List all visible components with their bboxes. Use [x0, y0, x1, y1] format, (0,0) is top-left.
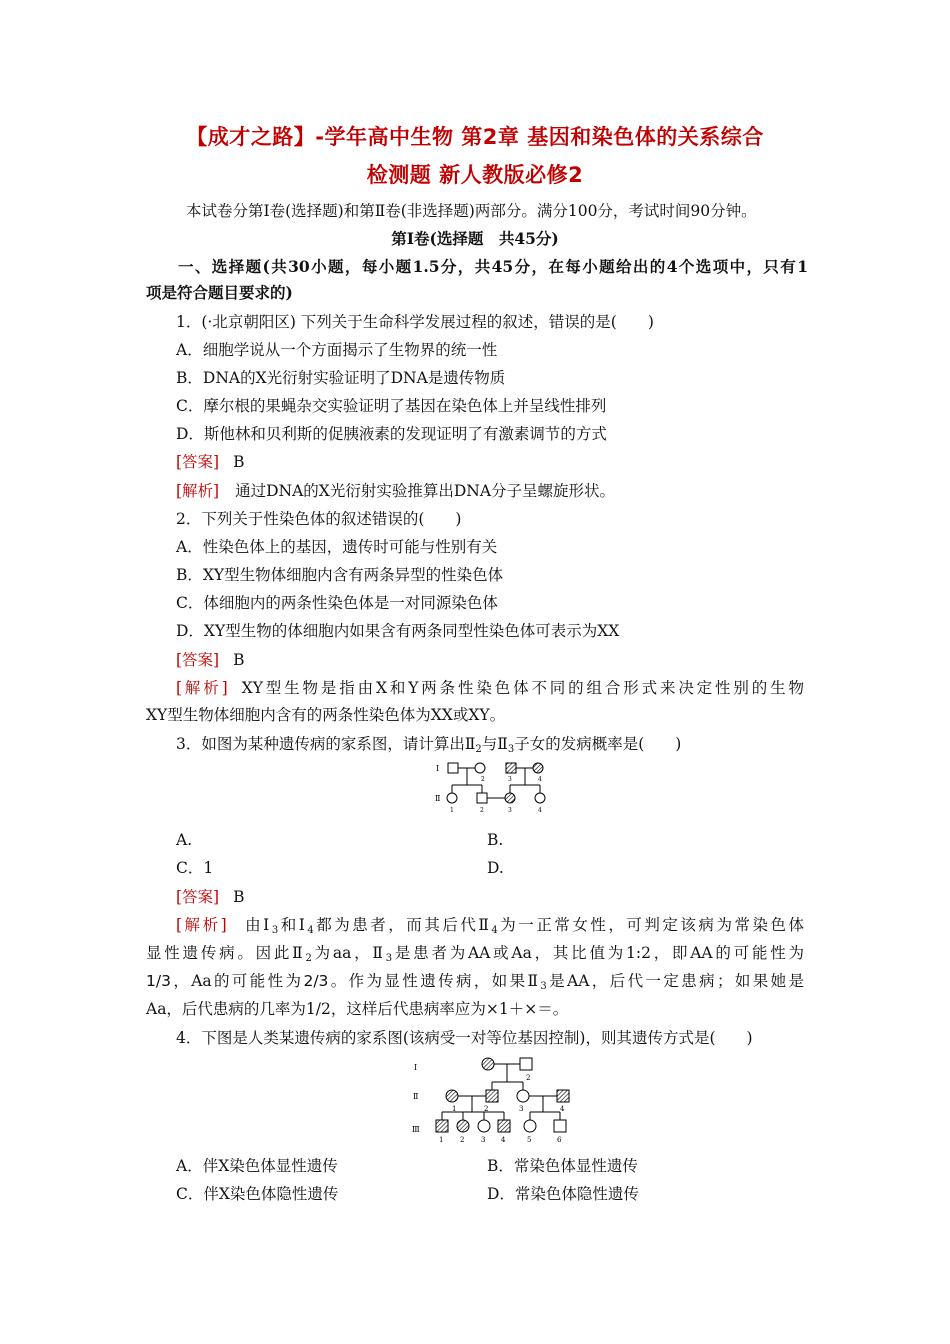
- section1-heading: 一、选择题(共30小题，每小题1.5分，共45分，在每小题给出的4个选项中，只有1: [178, 257, 808, 276]
- label-III6: 6: [557, 1136, 562, 1144]
- label-II1: 1: [452, 1105, 457, 1113]
- label-I3: 3: [508, 776, 512, 783]
- part1-heading: 第Ⅰ卷(选择题 共45分): [391, 229, 559, 248]
- label-III3: 3: [481, 1136, 486, 1144]
- label-II2: 2: [484, 1105, 489, 1113]
- q4-stem: 4．下图是人类某遗传病的家系图(该病受一对等位基因控制)，则其遗传方式是( ): [176, 1029, 753, 1047]
- male-affected-III1: [436, 1120, 448, 1132]
- female-normal-II1: [447, 793, 457, 803]
- q2-answer: [176, 649, 245, 671]
- label-II2: 2: [480, 807, 484, 814]
- q3-answer: [176, 886, 245, 908]
- q1-stem: 1．(·北京朝阳区) 下列关于生命科学发展过程的叙述，错误的是( ): [176, 313, 654, 331]
- analysis-text: 是患者为AA或Aa，其比值为1:2，即AA的可能性为: [392, 944, 804, 962]
- female-normal-III3: [478, 1120, 490, 1132]
- q2-option-b: B．XY型生物体细胞内含有两条异型的性染色体: [176, 566, 504, 584]
- answer-tag: [答案]: [176, 453, 220, 471]
- male-affected-III4: [498, 1120, 510, 1132]
- subscript: 3: [385, 953, 393, 964]
- subscript: 2: [305, 953, 312, 964]
- section1-heading-cont: 项是符合题目要求的): [146, 283, 293, 302]
- fraction-text: 1/3: [146, 972, 171, 990]
- label-II4: 4: [560, 1105, 565, 1113]
- subscript: 3: [271, 925, 279, 936]
- female-normal-II3: [517, 1090, 529, 1102]
- q1-option-a: A．细胞学说从一个方面揭示了生物界的统一性: [176, 341, 498, 359]
- q4-option-d: D．常染色体隐性遗传: [487, 1185, 639, 1203]
- label-I2: 2: [526, 1074, 531, 1082]
- q2-option-c: C．体细胞内的两条性染色体是一对同源染色体: [176, 594, 498, 612]
- male-affected-I3: [506, 763, 516, 773]
- male-affected-II4: [557, 1090, 569, 1102]
- q3-stem-part: 子女的发病概率是( ): [514, 735, 682, 753]
- answer-value: B: [233, 651, 245, 669]
- q3-analysis-line-1: [176, 914, 804, 936]
- gen-label-II: Ⅱ: [413, 1092, 419, 1101]
- male-normal-I1: [448, 763, 458, 773]
- female-normal-I2: [475, 763, 485, 773]
- male-normal-II2: [477, 793, 487, 803]
- q3-option-d: D.: [487, 859, 504, 877]
- female-affected-I1: [482, 1058, 494, 1070]
- q1-option-c: C．摩尔根的果蝇杂交实验证明了基因在染色体上并呈线性排列: [176, 397, 607, 415]
- analysis-text: 由Ⅰ: [242, 916, 272, 934]
- q1-option-d: D．斯他林和贝利斯的促胰液素的发现证明了有激素调节的方式: [176, 425, 607, 443]
- answer-value: B: [233, 453, 245, 471]
- analysis-text: 是AA，后代一定患病；如果她是: [546, 972, 805, 990]
- subscript: 4: [491, 925, 498, 936]
- label-II3: 3: [508, 807, 512, 814]
- label-III5: 5: [527, 1136, 532, 1144]
- analysis-text: XY型生物是指由X和Y两条性染色体不同的组合形式来决定性别的生物: [241, 679, 804, 697]
- analysis-tag: [解析]: [176, 679, 228, 697]
- q2-option-d: D．XY型生物的体细胞内如果含有两条同型性染色体可表示为XX: [176, 622, 620, 640]
- analysis-tag: [解析]: [176, 916, 227, 934]
- answer-tag: [答案]: [176, 651, 220, 669]
- analysis-text: 为aa，Ⅱ: [311, 944, 386, 962]
- male-normal-III6: [554, 1120, 566, 1132]
- q3-analysis-line-3: [146, 970, 804, 992]
- q3-stem-part: 与Ⅱ: [481, 735, 508, 753]
- q1-option-b: B．DNA的X光衍射实验证明了DNA是遗传物质: [176, 369, 506, 387]
- label-II1: 1: [450, 807, 454, 814]
- analysis-text: 为一正常女性，可判定该病为常染色体: [497, 916, 804, 934]
- label-III4: 4: [501, 1136, 506, 1144]
- analysis-tag: [解析]: [176, 482, 220, 500]
- male-normal-I2: [520, 1058, 532, 1070]
- subscript: 3: [507, 744, 515, 755]
- subscript: 3: [540, 981, 547, 992]
- gen-label-I: Ⅰ: [414, 1063, 418, 1072]
- subscript: 2: [475, 744, 482, 755]
- q2-stem: 2．下列关于性染色体的叙述错误的( ): [176, 510, 462, 528]
- analysis-text: 通过DNA的X光衍射实验推算出DNA分子呈螺旋形状。: [235, 482, 616, 500]
- analysis-text: 显性遗传病。因此Ⅱ: [146, 944, 306, 962]
- female-normal-II4: [535, 793, 545, 803]
- analysis-text: 和Ⅰ: [278, 916, 308, 934]
- female-affected-I4: [533, 763, 543, 773]
- label-I2: 2: [481, 776, 485, 783]
- label-I4: 4: [538, 776, 542, 783]
- title-line-1: 【成才之路】-学年高中生物 第2章 基因和染色体的关系综合: [186, 125, 764, 149]
- q2-option-a: A．性染色体上的基因，遗传时可能与性别有关: [176, 538, 498, 556]
- gen-label-III: Ⅲ: [412, 1125, 420, 1134]
- title-line-2: 检测题 新人教版必修2: [366, 163, 584, 187]
- q3-analysis-line-2: [146, 942, 804, 964]
- q4-pedigree-figure: [408, 1054, 580, 1146]
- q3-analysis-line-4: Aa，后代患病的几率为1/2，这样后代患病率应为×1＋×＝。: [146, 1000, 569, 1018]
- q3-stem: [176, 733, 681, 755]
- label-III2: 2: [460, 1136, 465, 1144]
- female-normal-III5: [524, 1120, 536, 1132]
- gen-label-I: Ⅰ: [436, 764, 440, 773]
- analysis-text: 都为患者，而其后代Ⅱ: [313, 916, 492, 934]
- q4-option-a: A．伴X染色体显性遗传: [176, 1157, 338, 1175]
- q4-option-b: B．常染色体显性遗传: [487, 1157, 638, 1175]
- q3-option-a: A.: [176, 831, 193, 849]
- q3-pedigree-figure: [430, 760, 555, 818]
- answer-tag: [答案]: [176, 888, 220, 906]
- female-affected-II1: [446, 1090, 458, 1102]
- label-II3: 3: [519, 1105, 524, 1113]
- female-affected-III2: [457, 1120, 469, 1132]
- analysis-text: 。作为显性遗传病，如果Ⅱ: [328, 972, 541, 990]
- q2-analysis-cont: XY型生物体细胞内含有的两条性染色体为XX或XY。: [146, 706, 506, 724]
- label-III1: 1: [439, 1136, 444, 1144]
- intro-text: 本试卷分第Ⅰ卷(选择题)和第Ⅱ卷(非选择题)两部分。满分100分，考试时间90分钟。: [186, 202, 757, 220]
- q4-option-c: C．伴X染色体隐性遗传: [176, 1185, 339, 1203]
- male-affected-II2: [486, 1090, 498, 1102]
- q2-analysis: [176, 677, 804, 699]
- fraction-text: 2/3: [303, 972, 329, 990]
- q3-stem-part: 3．如图为某种遗传病的家系图，请计算出Ⅱ: [176, 735, 476, 753]
- female-affected-II3: [505, 793, 515, 803]
- q3-option-c: C．1: [176, 859, 214, 877]
- gen-label-II: Ⅱ: [435, 794, 441, 803]
- q1-analysis: [176, 480, 615, 502]
- answer-value: B: [233, 888, 245, 906]
- label-II4: 4: [538, 807, 542, 814]
- q3-option-b: B.: [487, 831, 504, 849]
- analysis-text: ，Aa的可能性为: [170, 972, 304, 990]
- q1-answer: [176, 451, 245, 473]
- subscript: 4: [307, 925, 314, 936]
